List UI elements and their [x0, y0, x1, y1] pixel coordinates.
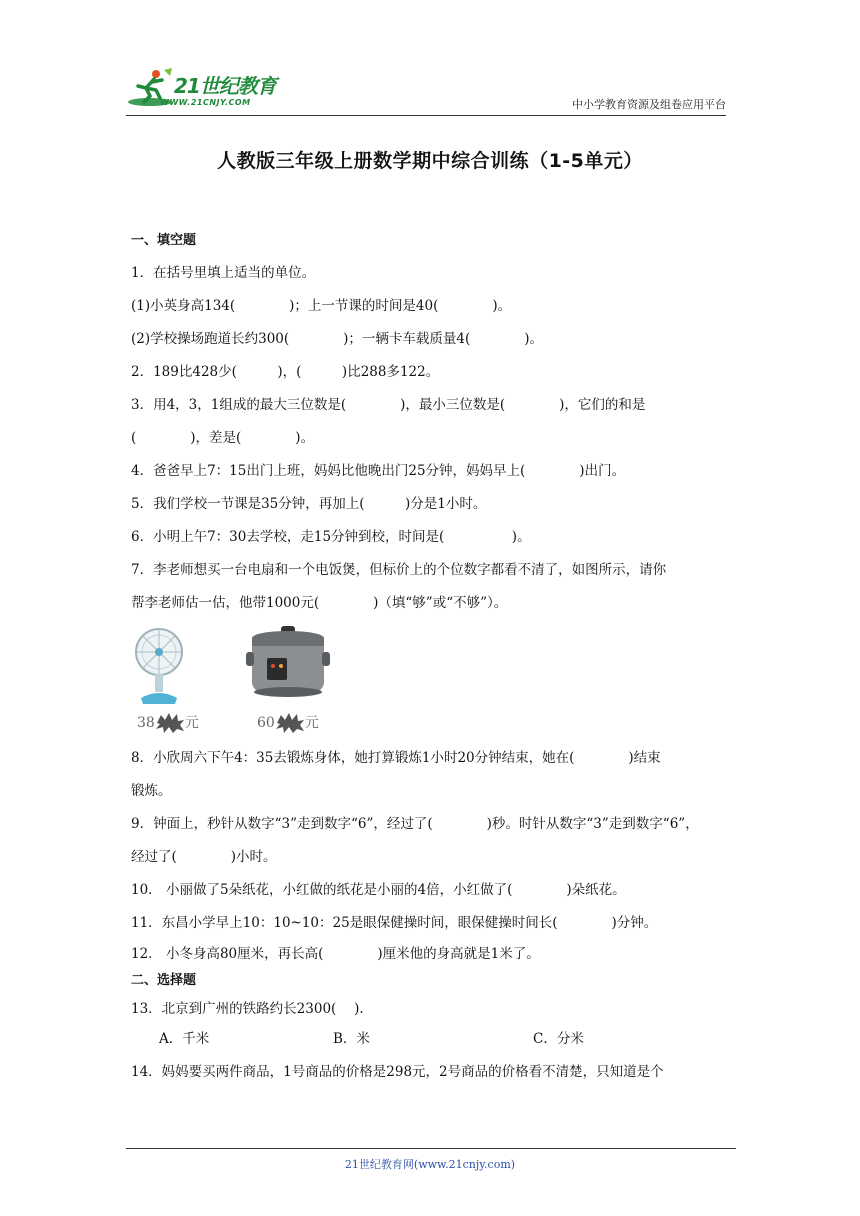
question-line: (1)小英身高134( )；上一节课的时间是40( )。 [131, 298, 512, 314]
logo [126, 68, 296, 112]
page-title: 人教版三年级上册数学期中综合训练（1-5单元） [217, 150, 643, 172]
footer-divider [126, 1148, 736, 1149]
rice-cooker-price-label: 60 元 [257, 712, 319, 734]
question-line: 11．东昌小学早上10：10~10：25是眼保健操时间，眼保健操时间长( )分钟。 [131, 915, 658, 931]
option-c: C．分米 [533, 1031, 584, 1047]
fan-price-label: 38 元 [137, 712, 199, 734]
question-line: 3．用4，3，1组成的最大三位数是( )，最小三位数是( )，它们的和是 [131, 397, 646, 413]
question-line: 13．北京到广州的铁路约长2300( ). [131, 1001, 364, 1017]
question-line: 7．李老师想买一台电扇和一个电饭煲，但标价上的个位数字都看不清了，如图所示，请你 [131, 562, 667, 578]
smudge-icon [155, 712, 185, 734]
smudge-icon [275, 712, 305, 734]
logo-url: WWW.21CNJY.COM [160, 98, 251, 107]
question-line: 2．189比428少( )，( )比288多122。 [131, 364, 440, 380]
question-13-options [131, 1024, 731, 1054]
option-b: B．米 [333, 1031, 370, 1047]
question-line: 4．爸爸早上7：15出门上班，妈妈比他晚出门25分钟，妈妈早上( )出门。 [131, 463, 626, 479]
question-line: 6．小明上午7：30去学校，走15分钟到校，时间是( )。 [131, 529, 531, 545]
rice-cooker-icon [243, 626, 333, 704]
question-line: 锻炼。 [131, 783, 172, 799]
question-line: 8．小欣周六下午4：35去锻炼身体，她打算锻炼1小时20分钟结束，她在( )结束 [131, 750, 661, 766]
question-line: 5．我们学校一节课是35分钟，再加上( )分是1小时。 [131, 496, 487, 512]
logo-wordmark: 21世纪教育 [174, 74, 276, 98]
question-line: 14．妈妈要买两件商品，1号商品的价格是298元，2号商品的价格看不清楚，只知道是个 [131, 1064, 664, 1080]
question-line: 10． 小丽做了5朵纸花，小红做的纸花是小丽的4倍，小红做了( )朵纸花。 [131, 882, 626, 898]
question-line: 12． 小冬身高80厘米，再长高( )厘米他的身高就是1米了。 [131, 946, 540, 962]
section-heading-multiple-choice: 二、选择题 [131, 973, 197, 988]
page-header [126, 62, 726, 114]
header-divider [126, 115, 726, 116]
question-line: ( )，差是( )。 [131, 430, 315, 446]
option-a: A．千米 [159, 1031, 210, 1047]
question-line: 经过了( )小时。 [131, 849, 277, 865]
platform-tagline: 中小学教育资源及组卷应用平台 [572, 98, 726, 111]
question-line: 1．在括号里填上适当的单位。 [131, 265, 316, 281]
question-line: 帮李老师估一估，他带1000元( )（填“够”或“不够”）。 [131, 595, 508, 611]
question-7-images [131, 624, 731, 742]
section-heading-fill-blank: 一、填空题 [131, 233, 197, 248]
electric-fan-icon [131, 628, 191, 708]
question-line: 9．钟面上，秒针从数字“3”走到数字“6”，经过了( )秒。时针从数字“3”走到数字“6”， [131, 816, 699, 832]
exercise-content [131, 224, 731, 1090]
page-footer: 21世纪教育网(www.21cnjy.com) [344, 1158, 516, 1171]
question-line: (2)学校操场跑道长约300( )；一辆卡车载质量4( )。 [131, 331, 544, 347]
